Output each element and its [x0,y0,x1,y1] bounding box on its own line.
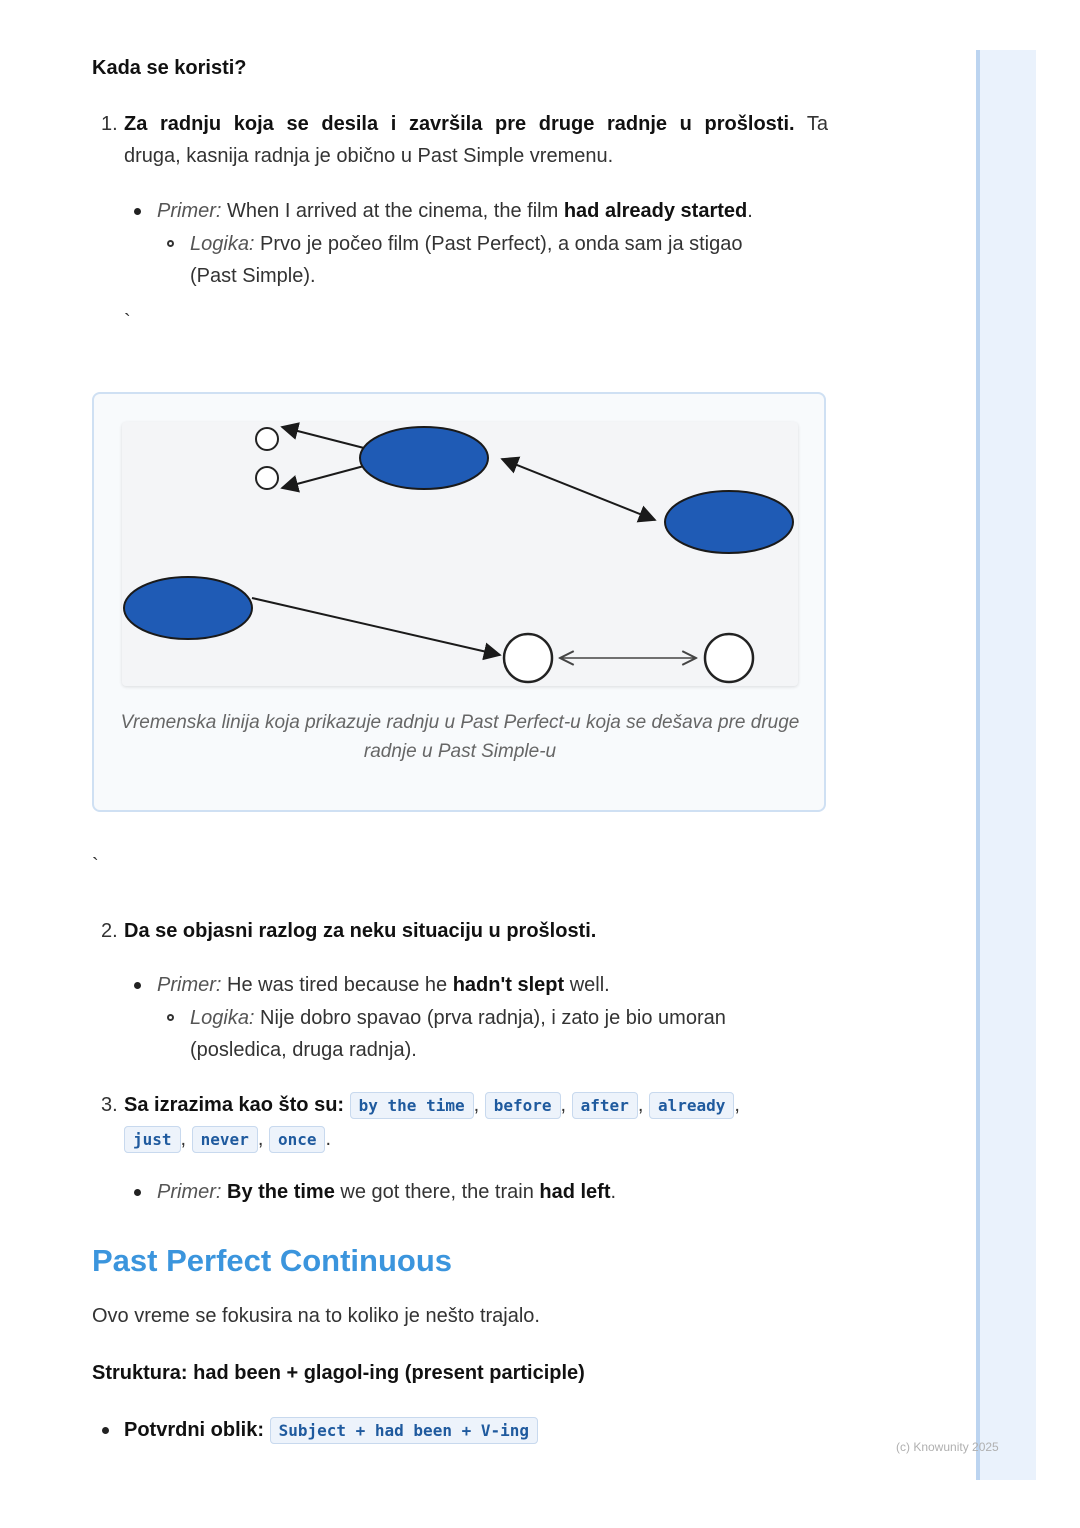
example-text: He was tired because he [221,974,453,996]
bullet-dot [134,208,141,215]
oval-top-center [360,427,488,489]
logic-text: Nije dobro spavao (prva radnja), i zato je bio umoran [254,1007,726,1029]
stray-backtick: ` [124,311,131,333]
comma: , [257,1128,264,1150]
timeline-illustration [122,422,798,686]
structure-line: Struktura: had been + glagol-ing (present participle) [92,1362,585,1384]
expression-code: before [485,1092,561,1119]
logic-label: Logika: [190,233,255,255]
item-1-line-1 [124,108,828,140]
bullet-dot [134,982,141,989]
item-3-number: 3. [101,1094,118,1116]
example-bold: had already started [563,200,748,222]
circle-bottom-right [705,634,753,682]
logic-label: Logika: [190,1007,255,1029]
comma: , [560,1094,567,1116]
example-text: we got there, the train [334,1181,540,1203]
item-3-line-1 [124,1089,834,1122]
oval-right [665,491,793,553]
expression-code: never [192,1126,258,1153]
item-1-example [157,195,837,227]
logic-text: Prvo je počeo film (Past Perfect), a onda sam ja stigao [254,233,743,255]
section-title: Past Perfect Continuous [92,1243,452,1278]
item-1-line-2: druga, kasnija radnja je obično u Past Simple vremenu. [124,145,614,167]
stray-backtick-2: ` [92,855,99,877]
item-2-bold: Da se objasni razlog za neku situaciju u prošlosti. [124,920,597,942]
example-end: . [747,200,753,222]
watermark: (c) Knowunity 2025 [896,1440,999,1454]
item-1-rest-1: Ta [794,113,828,135]
bullet-dot [102,1427,109,1434]
comma: , [180,1128,187,1150]
expression-code: once [269,1126,326,1153]
comma: , [473,1094,480,1116]
heading-when-used: Kada se koristi? [92,57,247,79]
sub-bullet-ring [167,240,174,247]
item-2-example [157,969,837,1001]
item-1-logic [190,228,830,260]
figure-caption: Vremenska linija koja prikazuje radnju u Past Perfect-u koja se dešava pre druge radnje u Past Simple-u [120,712,800,762]
small-circle-top [256,428,278,450]
item-2-logic-line-2: (posledica, druga radnja). [190,1039,417,1061]
period: . [325,1128,332,1150]
expression-code: already [649,1092,734,1119]
item-1-number: 1. [101,113,118,135]
right-sidebar-panel [976,50,1036,1480]
item-1-logic-line-2: (Past Simple). [190,265,316,287]
section-intro: Ovo vreme se fokusira na to koliko je nešto trajalo. [92,1305,540,1327]
circle-bottom-left [504,634,552,682]
example-label: Primer: [157,974,222,996]
timeline-diagram [122,422,798,686]
oval-left [124,577,252,639]
item-2-logic [190,1002,830,1034]
affirmative-label: Potvrdni oblik: [124,1419,264,1441]
comma: , [637,1094,644,1116]
example-text: When I arrived at the cinema, the film [221,200,564,222]
item-3-bold: Sa izrazima kao što su: [124,1094,345,1116]
example-label: Primer: [157,200,222,222]
item-3-example [157,1176,837,1208]
item-2-number: 2. [101,920,118,942]
example-bold: had left [539,1181,611,1203]
example-label: Primer: [157,1181,222,1203]
figure-box [92,392,826,812]
expression-code: just [124,1126,181,1153]
expression-code: by the time [350,1092,474,1119]
comma: , [734,1094,740,1116]
bullet-dot [134,1189,141,1196]
small-circle-bottom [256,467,278,489]
item-3-line-2 [124,1123,331,1156]
item-1-bold: Za radnju koja se desila i završila pre druge radnje u prošlosti. [124,113,795,135]
affirmative-form [124,1414,538,1447]
example-bold: hadn't slept [452,974,565,996]
example-end: well. [564,974,610,996]
example-bold: By the time [227,1181,335,1203]
expression-code: after [572,1092,638,1119]
formula-code: Subject + had been + V-ing [270,1417,538,1444]
sub-bullet-ring [167,1014,174,1021]
example-end: . [610,1181,617,1203]
